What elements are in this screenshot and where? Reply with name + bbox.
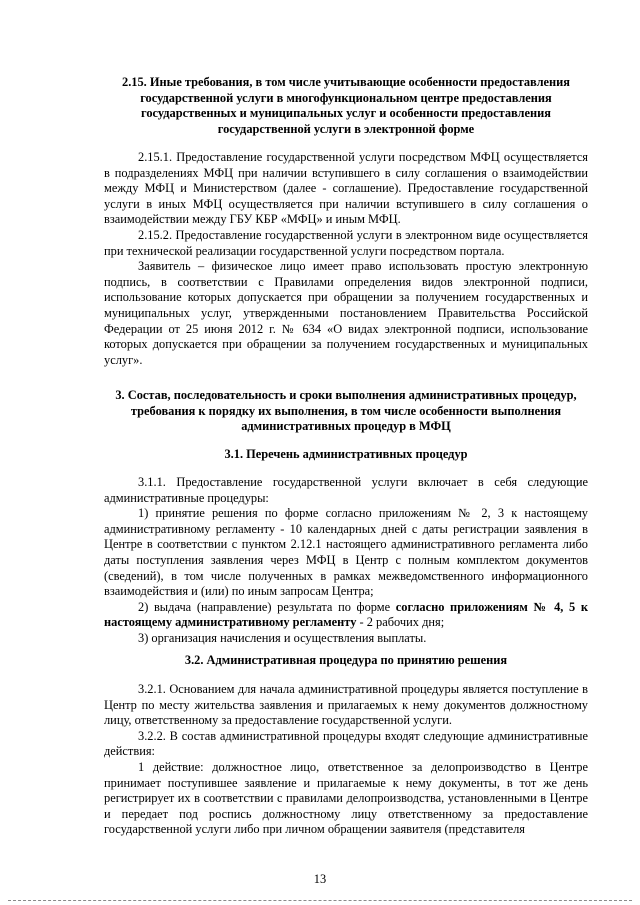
procedure-item-2-start: 2) выдача (направление) результата по форме bbox=[138, 599, 396, 614]
procedure-item-2 bbox=[104, 600, 588, 631]
paragraph-3-2-1: 3.2.1. Основанием для начала административной процедуры является поступление в Центр по месту жительства заявления и прилагаемых к нему документов должностному лицу, ответственному за предоставление государственной услуги. bbox=[104, 682, 588, 728]
paragraph-3-1-1: 3.1.1. Предоставление государственной услуги включает в себя следующие административные процедуры: bbox=[104, 475, 588, 505]
section-3-1-heading: 3.1. Перечень административных процедур bbox=[224, 447, 468, 461]
paragraph-applicant-signature: Заявитель – физическое лицо имеет право использовать простую электронную подпись, в соответствии с Правилами определения видов электронной подписи, использование которых допускается при обращении за получением государственных и муниципальных услуг, утвержденными постановлением Правительства Российской Федерации от 25 июня 2012 г. № 634 «О видах электронной подписи, использование которых допускается при обращении за получением государственных и муниципальных услуг». bbox=[104, 259, 588, 367]
section-2-15-body bbox=[104, 150, 588, 368]
procedure-item-2-end: - 2 рабочих дня; bbox=[356, 615, 445, 630]
procedure-item-2-bold: согласно приложениям № 4, 5 к настоящему административному регламенту bbox=[104, 599, 588, 630]
section-3-1-body bbox=[104, 475, 588, 647]
section-3-2-heading: 3.2. Административная процедура по принятию решения bbox=[184, 653, 508, 667]
footer-divider bbox=[8, 900, 632, 901]
paragraph-2-15-1: 2.15.1. Предоставление государственной услуги посредством МФЦ осуществляется в подразделениях МФЦ при наличии вступившего в силу соглашения о взаимодействии между МФЦ и Министерством (далее - соглашение). Предоставление государственной услуги в иных МФЦ осуществляется при наличии вступившего в силу соглашения о взаимодействии между ГБУ КБР «МФЦ» и иным МФЦ. bbox=[104, 150, 588, 227]
paragraph-3-2-2: 3.2.2. В состав административной процедуры входят следующие административные действия: bbox=[104, 728, 588, 759]
procedure-item-1: 1) принятие решения по форме согласно приложениям № 2, 3 к настоящему административному регламенту - 10 календарных дней с даты регистрации заявления в Центре в соответствии с пунктом 2.12.1 настоящего административного регламента либо даты поступления заявления через МФЦ в Центр с полным комплектом документов (сведений), в том числе полученных в рамках межведомственного информационного взаимодействия и (или) по иным запросам Центра; bbox=[104, 506, 588, 599]
section-3-2-body bbox=[104, 682, 588, 838]
action-1-paragraph: 1 действие: должностное лицо, ответственное за делопроизводство в Центре принимает поступившее заявление и прилагаемые к нему документы, в тот же день регистрирует их в соответствии с правилами делопроизводства, установленными в Центре и передает под роспись должностному лицу ответственному за предоставление государственной услуги либо при личном обращении заявителя (представителя bbox=[104, 759, 588, 837]
section-3-heading: 3. Состав, последовательность и сроки выполнения административных процедур, требования к порядку их выполнения, в том числе особенности выполнения административных процедур в МФЦ bbox=[115, 388, 577, 434]
procedure-item-3: 3) организация начисления и осуществления выплаты. bbox=[138, 630, 427, 645]
paragraph-2-15-2: 2.15.2. Предоставление государственной услуги в электронном виде осуществляется при технической реализации государственной услуги посредством портала. bbox=[104, 227, 588, 258]
page-number: 13 bbox=[313, 872, 327, 886]
section-2-15-heading: 2.15. Иные требования, в том числе учитывающие особенности предоставления государственной услуги в многофункциональном центре предоставления государственных и муниципальных услуг и особенности предоставления государственной услуги в электронной форме bbox=[122, 75, 570, 136]
